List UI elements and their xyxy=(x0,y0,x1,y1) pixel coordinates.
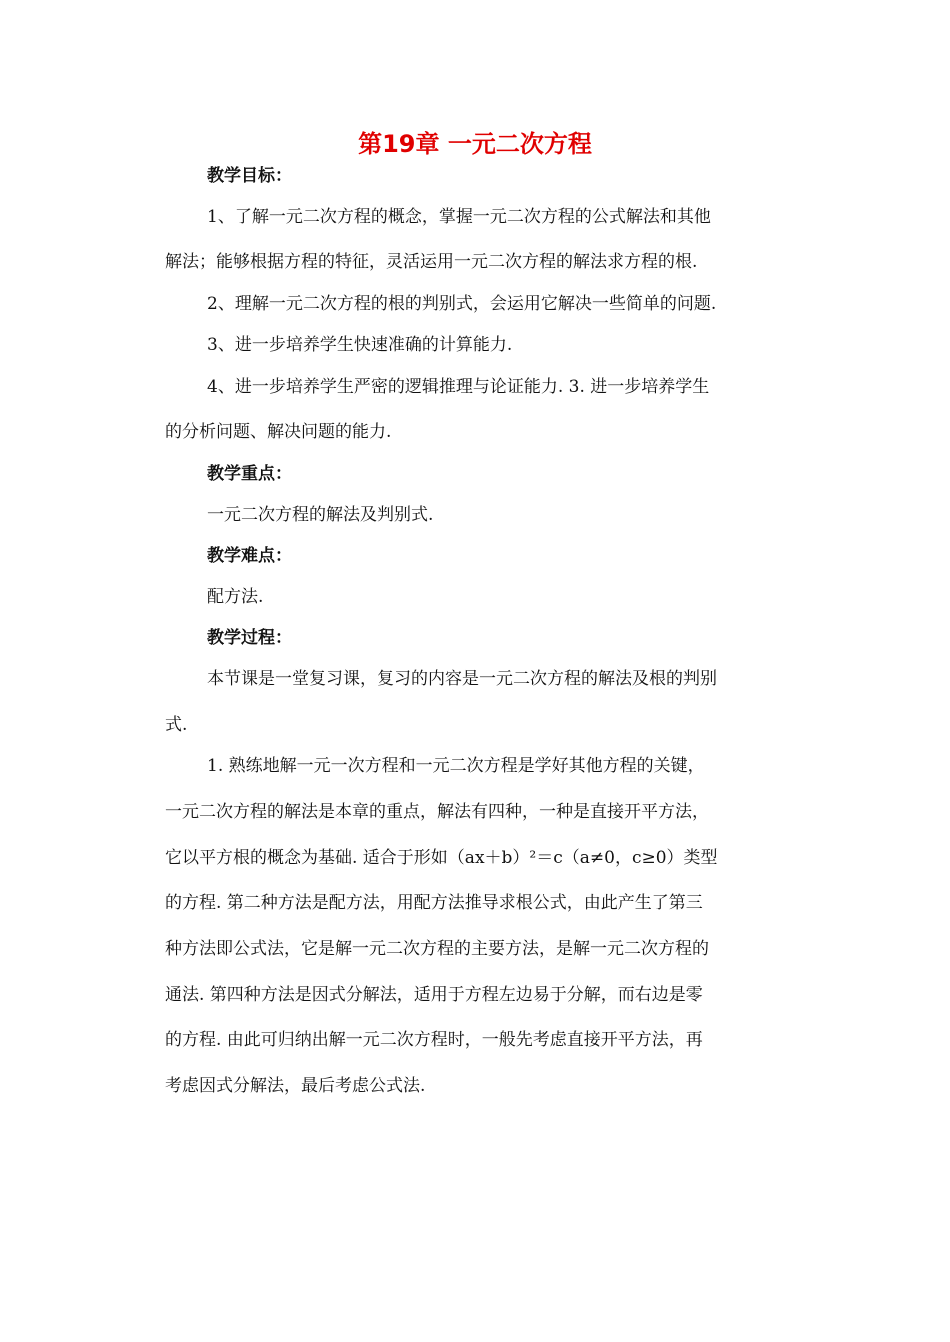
objective-2: 2、理解一元二次方程的根的判别式，会运用它解决一些简单的问题. xyxy=(207,294,717,314)
process-intro-line-2: 式. xyxy=(165,715,188,735)
process-item-1-line-3: 它以平方根的概念为基础. 适合于形如（ax＋b）²＝c（a≠0，c≥0）类型 xyxy=(165,848,718,868)
objective-1-line-1: 1、了解一元二次方程的概念，掌握一元二次方程的公式解法和其他 xyxy=(207,207,711,227)
objective-1-line-2: 解法；能够根据方程的特征，灵活运用一元二次方程的解法求方程的根. xyxy=(165,252,698,272)
heading-difficult-points: 教学难点： xyxy=(207,546,292,566)
process-item-1-line-5: 种方法即公式法，它是解一元二次方程的主要方法，是解一元二次方程的 xyxy=(165,939,709,959)
heading-key-points: 教学重点： xyxy=(207,464,292,484)
heading-teaching-objectives: 教学目标： xyxy=(207,166,292,186)
difficult-points-text: 配方法. xyxy=(207,587,264,607)
process-intro-line-1: 本节课是一堂复习课，复习的内容是一元二次方程的解法及根的判别 xyxy=(207,669,717,689)
process-item-1-line-8: 考虑因式分解法，最后考虑公式法. xyxy=(165,1076,426,1096)
process-item-1-line-2: 一元二次方程的解法是本章的重点，解法有四种，一种是直接开平方法， xyxy=(165,802,709,822)
objective-4-line-2: 的分析问题、解决问题的能力. xyxy=(165,422,392,442)
chapter-title: 第19章 一元二次方程 xyxy=(358,130,592,158)
process-item-1-line-4: 的方程. 第二种方法是配方法，用配方法推导求根公式，由此产生了第三 xyxy=(165,893,703,913)
process-item-1-line-6: 通法. 第四种方法是因式分解法，适用于方程左边易于分解，而右边是零 xyxy=(165,985,703,1005)
process-item-1-line-7: 的方程. 由此可归纳出解一元二次方程时，一般先考虑直接开平方法，再 xyxy=(165,1030,703,1050)
process-item-1-line-1: 1. 熟练地解一元一次方程和一元二次方程是学好其他方程的关键， xyxy=(207,756,705,776)
objective-3: 3、进一步培养学生快速准确的计算能力. xyxy=(207,335,513,355)
objective-4-line-1: 4、进一步培养学生严密的逻辑推理与论证能力. 3. 进一步培养学生 xyxy=(207,377,710,397)
key-points-text: 一元二次方程的解法及判别式. xyxy=(207,505,434,525)
heading-teaching-process: 教学过程： xyxy=(207,628,292,648)
